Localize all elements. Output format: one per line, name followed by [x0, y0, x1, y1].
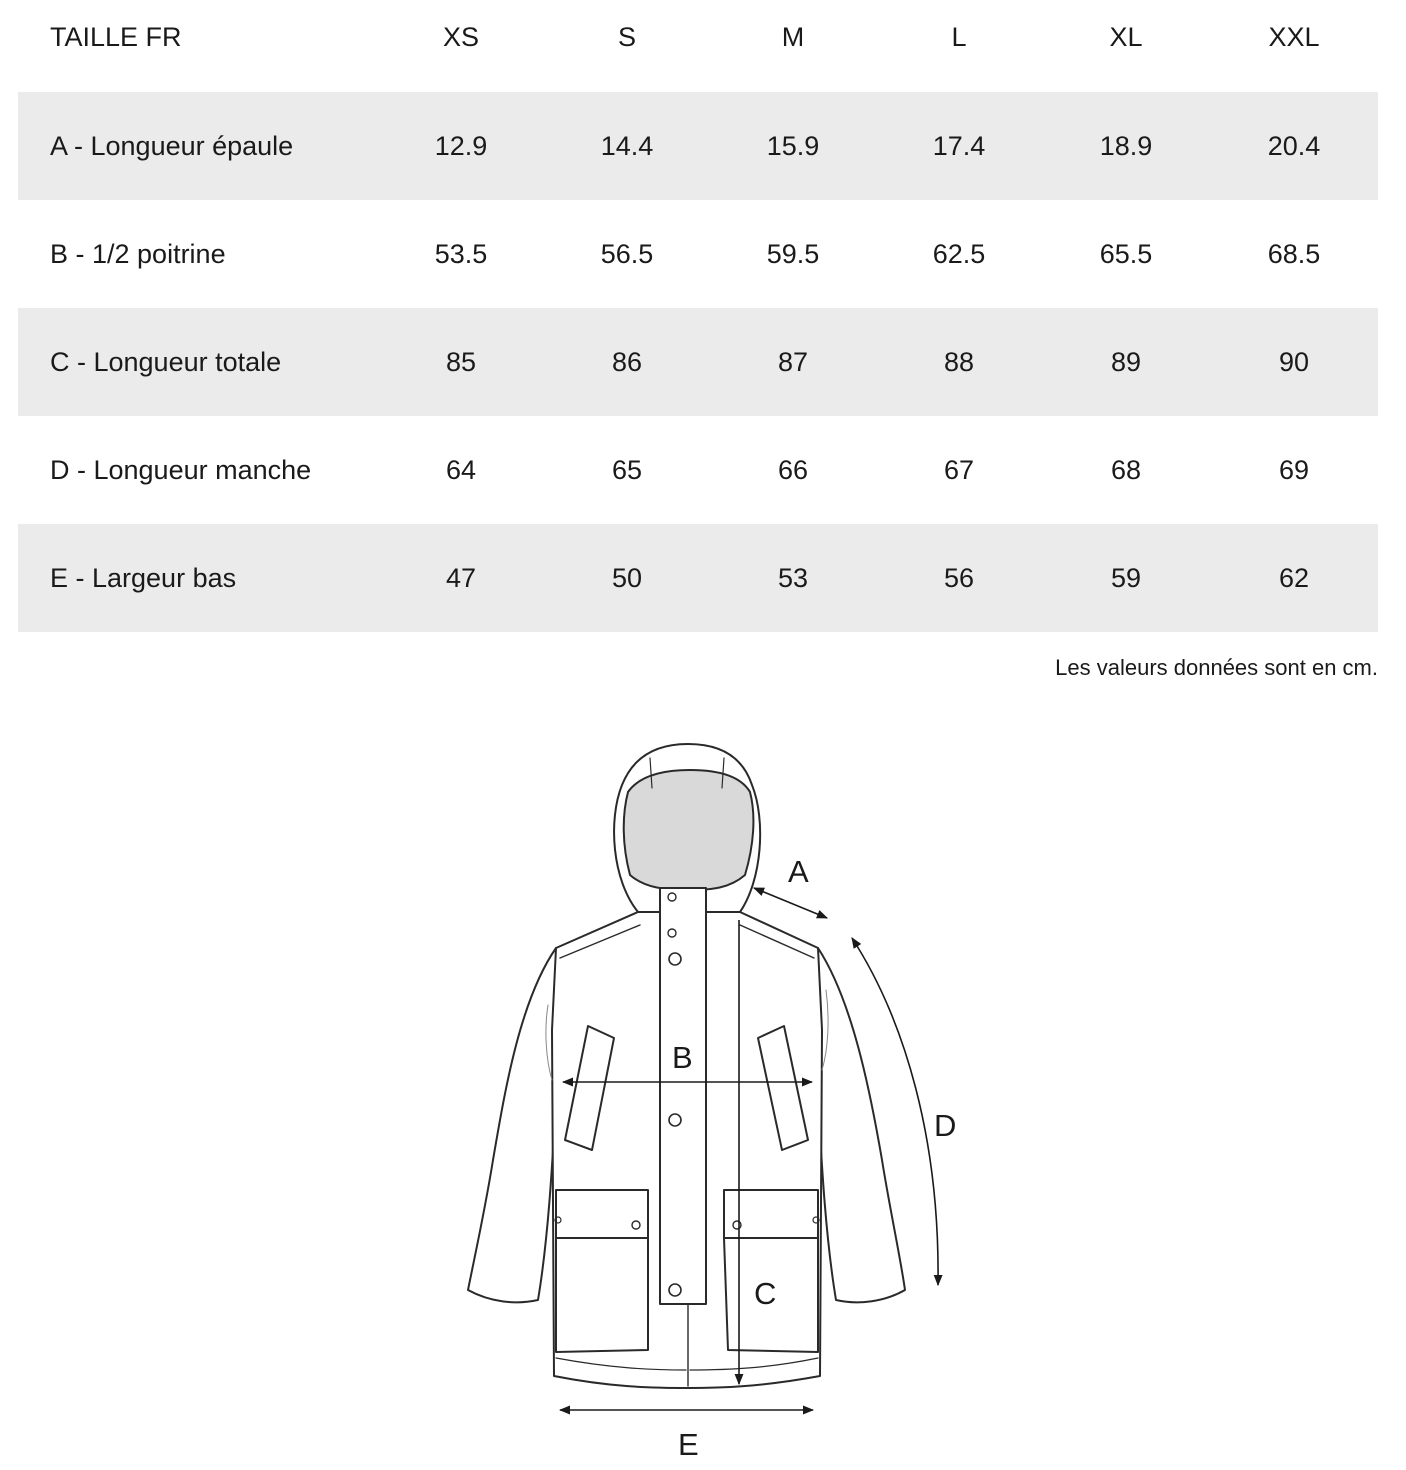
- size-chart-table: [18, 0, 1378, 632]
- table-cell: 85: [445, 346, 477, 377]
- table-cell: 59.5: [766, 238, 820, 269]
- table-cell: 65.5: [1099, 238, 1153, 269]
- header-size-xxl: XXL: [1268, 22, 1320, 52]
- header-size-xl: XL: [1109, 22, 1143, 52]
- table-cell: 47: [445, 562, 477, 593]
- table-cell: 53.5: [434, 238, 488, 269]
- left-cargo-pocket: [556, 1238, 648, 1352]
- header-size-m: M: [781, 22, 805, 52]
- table-cell: 69: [1278, 454, 1310, 485]
- parka-measurement-diagram: [440, 730, 980, 1460]
- table-cell: 15.9: [766, 130, 820, 161]
- table-cell: 87: [777, 346, 809, 377]
- table-cell: 88: [943, 346, 975, 377]
- table-cell: 65: [611, 454, 643, 485]
- header-size-label: TAILLE FR: [50, 22, 182, 52]
- table-cell: 56.5: [600, 238, 654, 269]
- table-row: [18, 200, 1378, 308]
- label-b: B: [672, 1040, 693, 1075]
- table-cell: 62.5: [932, 238, 986, 269]
- header-size-xs: XS: [442, 22, 480, 52]
- table-cell: 18.9: [1099, 130, 1153, 161]
- header-size-l: L: [951, 22, 967, 52]
- table-header-row: [18, 0, 1378, 92]
- label-a: A: [788, 854, 809, 889]
- table-cell: 67: [943, 454, 975, 485]
- table-cell: 66: [777, 454, 809, 485]
- right-cargo-flap: [724, 1190, 818, 1238]
- row-label: A - Longueur épaule: [50, 130, 294, 161]
- units-note: Les valeurs données sont en cm.: [1055, 655, 1378, 680]
- table-cell: 68: [1110, 454, 1142, 485]
- table-row: [18, 308, 1378, 416]
- table-cell: 59: [1110, 562, 1142, 593]
- label-e: E: [678, 1427, 699, 1460]
- table-row: [18, 524, 1378, 632]
- table-cell: 12.9: [434, 130, 488, 161]
- label-c: C: [754, 1276, 777, 1311]
- row-label: B - 1/2 poitrine: [50, 238, 226, 269]
- front-placket: [660, 888, 706, 1304]
- table-row: [18, 92, 1378, 200]
- left-cargo-flap: [556, 1190, 648, 1238]
- measure-a-arrow: [754, 888, 827, 918]
- table-cell: 20.4: [1267, 130, 1321, 161]
- row-label: E - Largeur bas: [50, 562, 237, 593]
- table-cell: 14.4: [600, 130, 654, 161]
- row-label: D - Longueur manche: [50, 454, 312, 485]
- table-row: [18, 416, 1378, 524]
- label-d: D: [934, 1108, 957, 1143]
- hood-opening: [624, 770, 754, 890]
- table-cell: 17.4: [932, 130, 986, 161]
- row-label: C - Longueur totale: [50, 346, 282, 377]
- right-sleeve: [818, 948, 905, 1302]
- table-cell: 56: [943, 562, 975, 593]
- left-sleeve: [468, 948, 556, 1302]
- header-size-s: S: [617, 22, 636, 52]
- table-cell: 90: [1278, 346, 1310, 377]
- table-cell: 89: [1110, 346, 1142, 377]
- table-cell: 68.5: [1267, 238, 1321, 269]
- table-cell: 50: [611, 562, 643, 593]
- table-cell: 62: [1278, 562, 1310, 593]
- table-cell: 53: [777, 562, 809, 593]
- table-cell: 64: [445, 454, 477, 485]
- table-cell: 86: [611, 346, 643, 377]
